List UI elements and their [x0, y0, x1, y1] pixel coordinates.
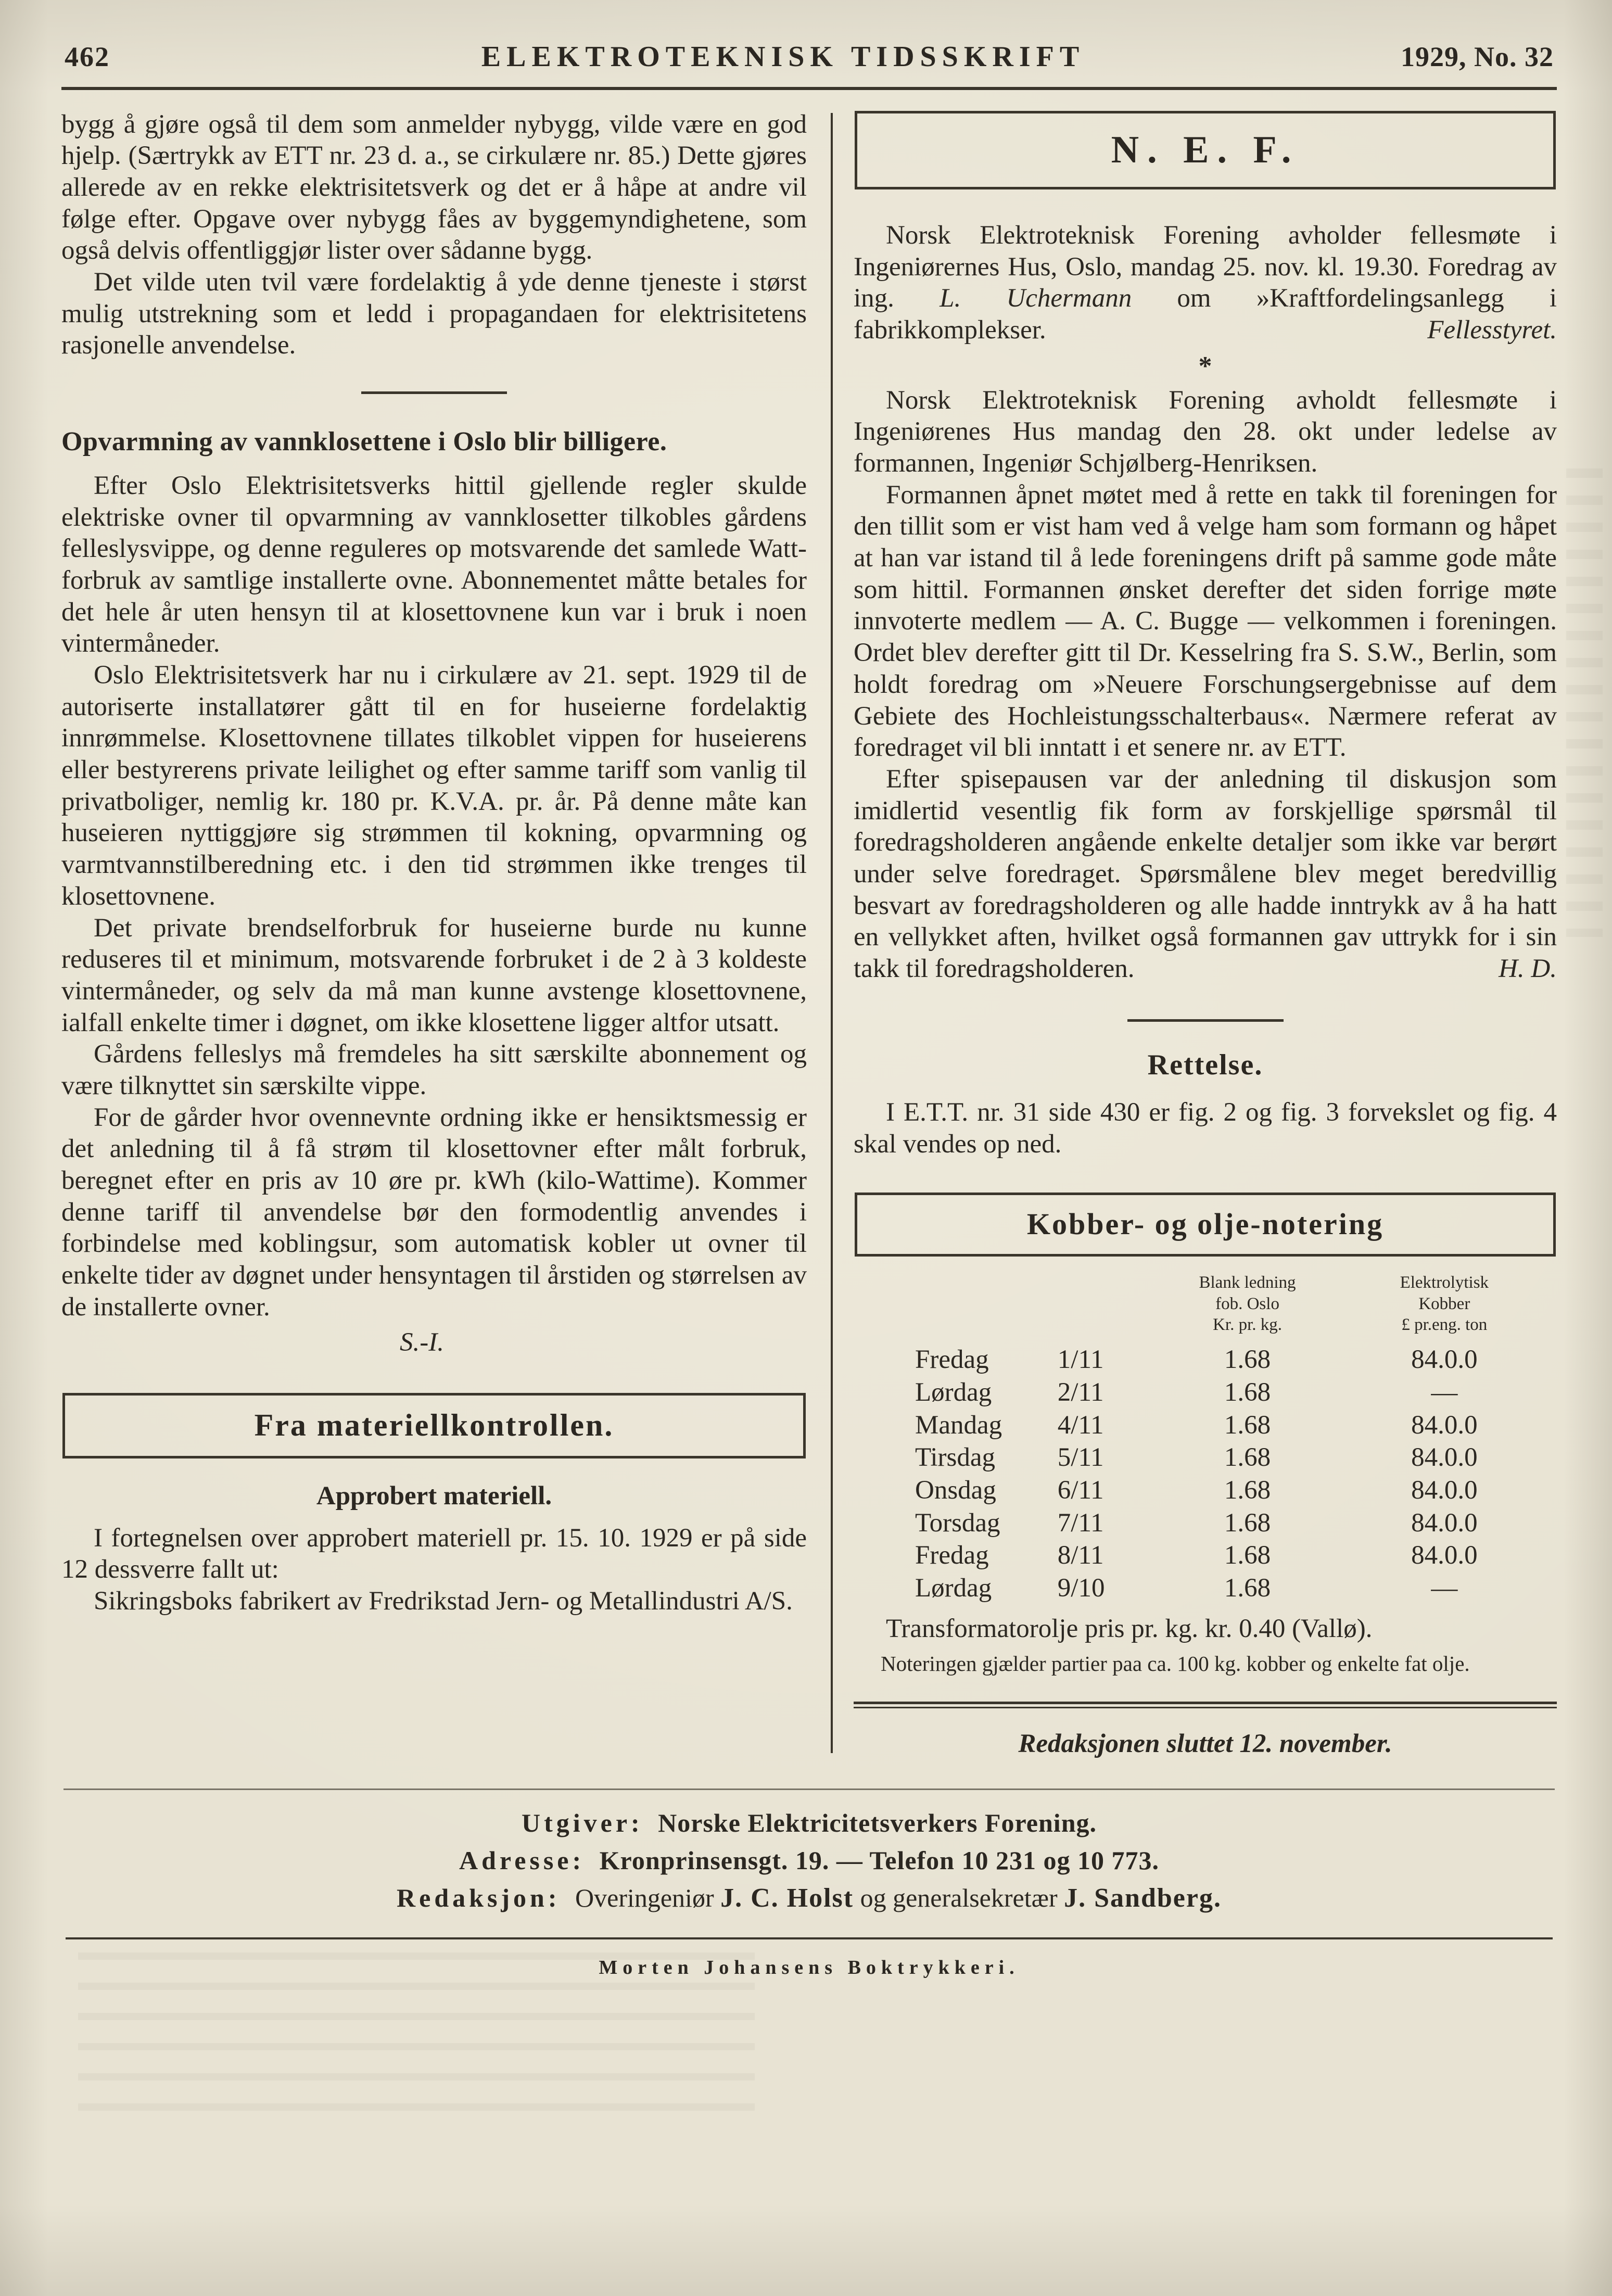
day-cell: Lørdag: [915, 1377, 992, 1407]
star-separator: *: [1198, 351, 1212, 381]
nef-report-text: Efter spisepausen var der anledning til diskusjon som imidlertid vesentlig fik form av forskjellige spørsmål til foredragsholderen angående enkelte detaljer som ikke var berørt under selve foredraget. Spørsmålene blev meget beredvillig besvart av foredragsholderen og alle hadde inntrykk av å ha hatt en vellykket aften, hvilket også formannen gav uttrykk for i sin takk til foredragsholderen.: [854, 764, 1557, 984]
printer-imprint: Morten Johansens Boktrykkeri.: [599, 1957, 1020, 1979]
article-heading: Opvarmning av vannklosettene i Oslo blir billigere.: [61, 427, 667, 457]
footer-redaksjon-line: [61, 1882, 1557, 1914]
materiell-box: [62, 1393, 806, 1458]
footer-utgiver-line: [61, 1808, 1557, 1839]
table-row: [854, 1409, 1557, 1442]
utgiver-label: Utgiver:: [521, 1808, 643, 1838]
date-cell: 7/11: [1057, 1508, 1104, 1538]
right-column: [854, 109, 1557, 1760]
column-divider: [831, 113, 833, 1754]
redaksjon-name-sandberg: J. Sandberg.: [1064, 1883, 1222, 1913]
day-cell: Onsdag: [915, 1475, 996, 1505]
redaksjon-mid-text: og generalsekretær: [860, 1883, 1058, 1913]
rettelse-text: I E.T.T. nr. 31 side 430 er fig. 2 og fig. 3 forvekslet og fig. 4 skal vendes op ned.: [854, 1098, 1557, 1159]
header-line: £ pr.eng. ton: [1401, 1315, 1488, 1334]
nef-announcement-text: Norsk Elektroteknisk Forening avholder fellesmøte i Ingeniørernes Hus, Oslo, mandag 25. nov. kl. 19.30. Foredrag av ing.: [854, 221, 1557, 313]
nef-report-paragraph: Formannen åpnet møtet med å rette en takk til foreningen for den tillit som er vist ham ved å velge ham som formann og håpet at han var istand til å lede foreningens drift på samme gode måte som hittil. Formannen ønsket derefter det siden forrige møte innvoterte medlem — A. C. Bugge — velkommen i foreningen. Ordet blev derefter gitt til Dr. Kesselring fra S. S.W., Berlin, som holdt foredrag om »Neuere Forschungsergebnisse auf dem Gebiete des Hochleistungsschalterbaus«. Nærmere referat av foredraget vil bli inntatt i et senere nr. av ETT.: [854, 480, 1557, 763]
redaksjon-name-holst: J. C. Holst: [720, 1883, 854, 1913]
table-row: [854, 1539, 1557, 1572]
article-paragraph: Gårdens felleslys må fremdeles ha sitt særskilte abonnement og være tilknyttet sin særskilte vippe.: [61, 1039, 807, 1100]
table-row: [854, 1474, 1557, 1507]
copper-cell: 84.0.0: [1411, 1443, 1478, 1473]
notering-small-note: Noteringen gjælder partier paa ca. 100 kg. kobber og enkelte fat olje.: [881, 1652, 1470, 1676]
day-cell: Mandag: [915, 1410, 1002, 1440]
page-header: [61, 33, 1557, 90]
footer-rule: [64, 1788, 1555, 1790]
day-cell: Fredag: [915, 1541, 989, 1570]
footer-adresse-line: [61, 1845, 1557, 1876]
date-cell: 2/11: [1057, 1377, 1104, 1407]
day-cell: Tirsdag: [915, 1443, 995, 1473]
article-paragraph: Det private brendselforbruk for huseierne burde nu kunne reduseres til et minimum, motsvarende forbruket i de 2 à 3 koldeste vintermåneder, og selv da må man kunne avstenge klosettovnene, ialfall enkelte timer i døgnet, om ikke klosettene ligger altfor utsatt.: [61, 913, 807, 1037]
article-paragraph: For de gårder hvor ovennevnte ordning ikke er hensiktsmessig er det anledning til å få strøm til klosettovner efter målt forbruk, beregnet efter en pris av 10 øre pr. kWh (kilo-Wattime). Kommer denne tariff til anvendelse bør den formodentlig anvendes i forbindelse med koblingsur, som automatisk kobler ut ovner til enkelte tider av døgnet under hensyntagen til årstiden og størrelsen av de installerte ovner.: [61, 1102, 807, 1322]
page-number: 462: [65, 41, 110, 72]
page-footer: [61, 1808, 1557, 1980]
price-cell: 1.68: [1224, 1410, 1271, 1440]
header-line: Kr. pr. kg.: [1213, 1315, 1282, 1334]
price-cell: 1.68: [1224, 1475, 1271, 1505]
materiell-paragraph: Sikringsboks fabrikert av Fredrikstad Jern- og Metallindustri A/S.: [94, 1586, 793, 1616]
fellesstyret-signature: Fellesstyret.: [1427, 315, 1557, 345]
table-header-elektrolytisk: [1332, 1272, 1557, 1343]
article-paragraph: Oslo Elektrisitetsverk har nu i cirkulære av 21. sept. 1929 til de autoriserte installatører gått til en for huseierne fordelaktig innrømmelse. Klosettovnene tillates tilkoblet vippen for huseierens eller bestyrerens private leilighet og efter samme tariff som vanlig til privatboliger, nemlig kr. 180 pr. K.V.A. pr. år. På denne måte kan huseieren nyttiggjøre sig strømmen til kokning, opvarmning og varmtvannstilberedning etc. i den tid strømmen ikke trenges til klosettovnene.: [61, 661, 807, 911]
adresse-text: Kronprinsensgt. 19. — Telefon 10 231 og 10 773.: [599, 1845, 1159, 1875]
header-line: fob. Oslo: [1215, 1294, 1279, 1313]
printer-rule: [66, 1937, 1553, 1939]
date-cell: 5/11: [1057, 1443, 1104, 1473]
materiell-box-title: Fra materiellkontrollen.: [254, 1408, 614, 1443]
materiell-paragraph: I fortegnelsen over approbert materiell pr. 15. 10. 1929 er på side 12 dessverre fallt ut:: [61, 1523, 807, 1584]
left-column: [61, 109, 807, 1760]
nef-box-title: N. E. F.: [1111, 128, 1300, 171]
issue-label: 1929, No. 32: [1401, 41, 1554, 72]
adresse-label: Adresse:: [459, 1845, 585, 1875]
copper-cell: 84.0.0: [1411, 1508, 1478, 1538]
table-header-row: [854, 1272, 1557, 1343]
copper-cell: 84.0.0: [1411, 1410, 1478, 1440]
speaker-name: L. Uchermann: [940, 284, 1132, 313]
price-cell: 1.68: [1224, 1541, 1271, 1570]
bleedthrough-artifact: [1566, 468, 1603, 937]
page-content: [61, 33, 1557, 1980]
editorial-closing: Redaksjonen sluttet 12. november.: [1018, 1729, 1392, 1758]
oil-price-note: Transformatorolje pris pr. kg. kr. 0.40 (Vallø).: [886, 1614, 1373, 1643]
table-row: [854, 1572, 1557, 1605]
table-row: [854, 1376, 1557, 1409]
header-line: Blank ledning: [1199, 1273, 1296, 1292]
copper-cell: 84.0.0: [1411, 1475, 1478, 1505]
journal-title: ELEKTROTEKNISK TIDSSKRIFT: [481, 41, 1085, 73]
price-table: [854, 1272, 1557, 1604]
header-spacer: [854, 1272, 1058, 1343]
price-cell: 1.68: [1224, 1443, 1271, 1473]
redaksjon-pre-text: Overingeniør: [575, 1883, 714, 1913]
copper-cell: 84.0.0: [1411, 1541, 1478, 1570]
copper-cell: —: [1431, 1377, 1458, 1407]
date-cell: 6/11: [1057, 1475, 1104, 1505]
day-cell: Lørdag: [915, 1573, 992, 1603]
rettelse-heading: Rettelse.: [1147, 1048, 1263, 1081]
double-rule: [854, 1702, 1557, 1708]
header-spacer: [1058, 1272, 1163, 1343]
section-rule: [361, 391, 507, 394]
copper-cell: —: [1431, 1573, 1458, 1603]
two-column-body: [61, 90, 1557, 1760]
table-header-blank-ledning: [1163, 1272, 1331, 1343]
nef-report-paragraph: [854, 764, 1557, 985]
day-cell: Torsdag: [915, 1508, 1000, 1538]
article-signature: S.-I.: [400, 1328, 444, 1358]
table-row: [854, 1507, 1557, 1540]
intro-paragraph: bygg å gjøre også til dem som anmelder nybygg, vilde være en god hjelp. (Særtrykk av ETT nr. 23 d. a., se cirkulære nr. 85.) Dette gjøres allerede av en rekke elektrisitetsverk og det er å håpe at andre vil følge efter. Opgave over nybygg fåes av byggemyndighetene, som også delvis offentliggjør lister over sådanne bygg.: [61, 109, 807, 265]
price-cell: 1.68: [1224, 1508, 1271, 1538]
date-cell: 4/11: [1057, 1410, 1104, 1440]
notering-box-title: Kobber- og olje-notering: [1026, 1207, 1384, 1241]
date-cell: 8/11: [1057, 1541, 1104, 1570]
date-cell: 1/11: [1057, 1345, 1104, 1375]
utgiver-text: Norske Elektricitetsverkers Forening.: [658, 1808, 1097, 1838]
date-cell: 9/10: [1057, 1573, 1105, 1603]
nef-box: [855, 111, 1556, 189]
header-line: Elektrolytisk: [1400, 1273, 1489, 1292]
hd-signature: H. D.: [1499, 954, 1557, 984]
copper-cell: 84.0.0: [1411, 1345, 1478, 1375]
article-paragraph: Efter Oslo Elektrisitetsverks hittil gjellende regler skulde elektriske ovner til opvarmning av vannklosetter tilkobles gårdens felleslysvippe, og denne reguleres op motsvarende det samlede Watt-forbruk av samtlige installerte ovne. Abonnementet måtte betales for det hele år uten hensyn til at klosettovnene kun var i bruk i noen vintermåneder.: [61, 471, 807, 658]
header-line: Kobber: [1418, 1294, 1470, 1313]
nef-report-paragraph: Norsk Elektroteknisk Forening avholdt fellesmøte i Ingeniørenes Hus mandag den 28. okt under ledelse av formannen, Ingeniør Schjølberg-Henriksen.: [854, 385, 1557, 478]
approbert-heading: Approbert materiell.: [316, 1481, 552, 1511]
intro-paragraph: Det vilde uten tvil være fordelaktig å yde denne tjeneste i størst mulig utstrekning som et ledd i propagandaen for elektrisitetens rasjonelle anvendelse.: [61, 268, 807, 360]
price-cell: 1.68: [1224, 1573, 1271, 1603]
day-cell: Fredag: [915, 1345, 989, 1375]
table-row: [854, 1343, 1557, 1376]
price-cell: 1.68: [1224, 1377, 1271, 1407]
rettelse-rule: [1127, 1019, 1284, 1022]
notering-box: [855, 1193, 1556, 1257]
price-cell: 1.68: [1224, 1345, 1271, 1375]
nef-announcement-paragraph: [854, 220, 1557, 346]
nef-announcement-rest: om »Kraftfordelingsanlegg i fabrikkomplekser.: [854, 284, 1557, 345]
redaksjon-label: Redaksjon:: [397, 1883, 561, 1913]
table-row: [854, 1441, 1557, 1474]
